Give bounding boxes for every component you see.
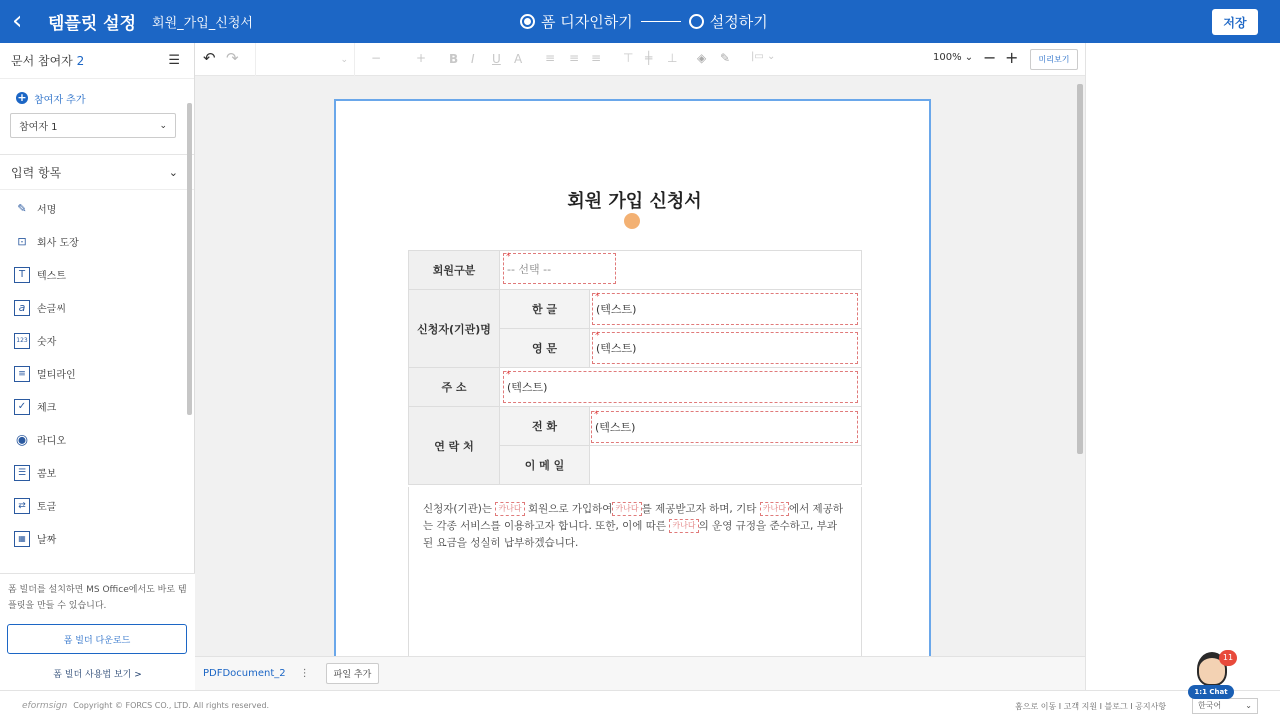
agreement-text[interactable] bbox=[408, 487, 862, 656]
tool-radio[interactable] bbox=[0, 423, 194, 456]
inline-text-field[interactable]: 카나다 bbox=[495, 502, 524, 516]
english-name-cell bbox=[590, 329, 862, 368]
korean-name-label: 한 글 bbox=[500, 290, 590, 329]
tool-text[interactable] bbox=[0, 258, 194, 291]
align-right-icon[interactable]: ≡ bbox=[591, 51, 602, 65]
tool-combo[interactable] bbox=[0, 456, 194, 489]
korean-name-cell bbox=[590, 290, 862, 329]
tool-handwriting[interactable] bbox=[0, 291, 194, 324]
phone-field[interactable] bbox=[591, 411, 858, 443]
chevron-down-icon: ⌄ bbox=[1245, 701, 1252, 710]
mouse-cursor-indicator bbox=[624, 213, 640, 229]
font-size-increase-icon[interactable]: + bbox=[416, 51, 427, 65]
tool-label: 라디오 bbox=[37, 436, 66, 447]
member-type-combo[interactable] bbox=[503, 253, 616, 284]
form-builder-download-button[interactable]: 폼 빌더 다운로드 bbox=[7, 624, 187, 654]
border-icon[interactable]: |▭ ⌄ bbox=[751, 51, 776, 62]
properties-panel bbox=[1085, 43, 1280, 690]
phone-cell bbox=[590, 407, 862, 446]
tool-multiline[interactable] bbox=[0, 357, 194, 390]
handwriting-icon: a bbox=[14, 300, 30, 316]
italic-icon[interactable]: I bbox=[471, 52, 475, 66]
tool-list bbox=[0, 190, 194, 555]
phone-label: 전 화 bbox=[500, 407, 590, 446]
bold-icon[interactable]: B bbox=[449, 52, 459, 66]
tool-label: 서명 bbox=[37, 205, 57, 216]
tool-company-stamp[interactable] bbox=[0, 225, 194, 258]
participants-header bbox=[0, 43, 194, 79]
zoom-value: 100% bbox=[933, 52, 962, 63]
tool-label: 회사 도장 bbox=[37, 238, 79, 249]
font-size-decrease-icon[interactable]: − bbox=[371, 51, 382, 65]
required-mark: * bbox=[595, 292, 600, 302]
tool-number[interactable] bbox=[0, 324, 194, 357]
save-button[interactable]: 저장 bbox=[1212, 9, 1258, 35]
app-header bbox=[0, 0, 1280, 43]
document-tabs bbox=[195, 656, 1085, 690]
fill-color-icon[interactable]: ◈ bbox=[697, 51, 707, 65]
valign-top-icon[interactable]: ⊤ bbox=[623, 51, 634, 65]
contact-label: 연 락 처 bbox=[409, 407, 500, 485]
address-label: 주 소 bbox=[409, 368, 500, 407]
app-title: 템플릿 설정 bbox=[48, 14, 137, 34]
underline-icon[interactable]: U bbox=[492, 52, 501, 66]
toggle-icon: ⇄ bbox=[14, 498, 30, 514]
chevron-left-icon[interactable]: ‹ bbox=[12, 6, 23, 36]
multiline-icon: ≡ bbox=[14, 366, 30, 382]
tool-checkbox[interactable] bbox=[0, 390, 194, 423]
calendar-icon: ▦ bbox=[14, 531, 30, 547]
eformsign-logo: eformsign bbox=[22, 700, 68, 711]
member-type-value: -- 선택 -- bbox=[507, 262, 552, 276]
email-cell[interactable] bbox=[590, 446, 862, 485]
input-items-header[interactable] bbox=[0, 154, 194, 190]
align-left-icon[interactable]: ≡ bbox=[545, 51, 556, 65]
body-text-part: 회원으로 가입하여 bbox=[527, 503, 613, 515]
tool-label: 콤보 bbox=[37, 469, 57, 480]
canvas-scrollbar[interactable] bbox=[1077, 84, 1083, 454]
preview-button[interactable]: 미리보기 bbox=[1030, 49, 1078, 70]
valign-bottom-icon[interactable]: ⊥ bbox=[667, 51, 678, 65]
chevron-down-icon: ⌄ bbox=[168, 165, 178, 179]
english-name-placeholder: (텍스트) bbox=[596, 342, 637, 355]
plus-circle-icon: + bbox=[17, 91, 27, 104]
promo-text: 폼 빌더를 설치하면 MS Office에서도 바로 템플릿을 만들 수 있습니다. bbox=[8, 585, 187, 611]
english-name-label: 영 문 bbox=[500, 329, 590, 368]
valign-middle-icon[interactable]: ╪ bbox=[645, 51, 653, 65]
left-sidebar bbox=[0, 43, 195, 690]
participant-select[interactable] bbox=[10, 113, 176, 138]
sidebar-scrollbar[interactable] bbox=[187, 103, 192, 415]
inline-text-field[interactable]: 카나다 bbox=[669, 519, 698, 533]
participants-label: 문서 참여자 bbox=[11, 54, 73, 68]
add-file-button[interactable]: 파일 추가 bbox=[326, 663, 380, 684]
radio-selected-icon[interactable] bbox=[520, 14, 535, 29]
chat-label: 1:1 Chat bbox=[1188, 685, 1234, 699]
footer bbox=[0, 690, 1280, 720]
korean-name-placeholder: (텍스트) bbox=[596, 303, 637, 316]
required-mark: * bbox=[506, 370, 511, 380]
zoom-select[interactable]: 100% ⌄ bbox=[933, 52, 974, 63]
zoom-in-icon[interactable]: + bbox=[1005, 48, 1019, 67]
chat-badge: 11 bbox=[1219, 650, 1237, 666]
body-text-part: 에서 제공하는 각종 서비스를 이용하고자 합니다. 또한, 이에 따른 bbox=[423, 503, 843, 532]
align-center-icon[interactable]: ≡ bbox=[569, 51, 580, 65]
participant-select-value: 참여자 1 bbox=[19, 122, 58, 133]
chat-widget[interactable] bbox=[1188, 650, 1236, 700]
add-participant-button[interactable] bbox=[0, 79, 194, 107]
tool-label: 숫자 bbox=[37, 337, 57, 348]
checkbox-icon: ✓ bbox=[14, 399, 30, 415]
edit-icon[interactable]: ✎ bbox=[720, 51, 731, 65]
address-field[interactable] bbox=[503, 371, 858, 403]
tool-label: 멀티라인 bbox=[37, 370, 76, 381]
text-icon: T bbox=[14, 267, 30, 283]
chevron-down-icon: ⌄ bbox=[159, 120, 167, 131]
radio-empty-icon[interactable] bbox=[689, 14, 704, 29]
tool-label: 손글씨 bbox=[37, 304, 66, 315]
form-builder-guide-link[interactable]: 폼 빌더 사용법 보기 > bbox=[53, 670, 142, 680]
english-name-field[interactable] bbox=[592, 332, 858, 364]
address-placeholder: (텍스트) bbox=[507, 381, 548, 394]
list-icon[interactable]: ☰ bbox=[168, 53, 180, 68]
add-participant-label: 참여자 추가 bbox=[34, 94, 86, 106]
document-tab[interactable]: PDFDocument_2 bbox=[203, 668, 286, 679]
applicant-label: 신청자(기관)명 bbox=[409, 290, 500, 368]
form-canvas bbox=[195, 76, 1085, 656]
inline-text-field[interactable]: 카나다 bbox=[760, 502, 789, 516]
step-indicator bbox=[520, 0, 768, 43]
required-mark: * bbox=[506, 252, 511, 262]
language-select[interactable] bbox=[1192, 698, 1258, 714]
form-builder-promo bbox=[0, 573, 195, 690]
body-text-part: 의 운영 규정을 준수하고, 부과된 요금을 성실히 납부하겠습니다. bbox=[423, 520, 837, 549]
address-cell bbox=[500, 368, 862, 407]
document-name: 회원_가입_신청서 bbox=[152, 16, 253, 31]
tool-label: 체크 bbox=[37, 403, 57, 414]
required-mark: * bbox=[594, 410, 599, 420]
tool-toggle[interactable] bbox=[0, 489, 194, 522]
step-form-design[interactable]: 폼 디자인하기 bbox=[541, 13, 633, 31]
language-value: 한국어 bbox=[1198, 701, 1222, 710]
input-items-label: 입력 항목 bbox=[11, 165, 62, 180]
form-title[interactable]: 회원 가입 신청서 bbox=[567, 191, 702, 212]
pen-icon: ✎ bbox=[17, 202, 27, 215]
tool-label: 날짜 bbox=[37, 535, 57, 546]
inline-text-field[interactable]: 카나다 bbox=[612, 502, 641, 516]
korean-name-field[interactable] bbox=[592, 293, 858, 325]
required-mark: * bbox=[595, 331, 600, 341]
member-type-cell bbox=[500, 251, 862, 290]
tool-date[interactable] bbox=[0, 522, 194, 555]
stamp-icon: ⊡ bbox=[17, 235, 27, 248]
font-select[interactable]: ⌄ bbox=[255, 43, 355, 76]
step-settings[interactable]: 설정하기 bbox=[709, 13, 768, 31]
body-text-part: 신청자(기관)는 bbox=[423, 503, 493, 515]
editor-toolbar bbox=[195, 43, 1085, 76]
radio-icon: ◉ bbox=[15, 431, 29, 448]
font-color-icon[interactable]: A bbox=[514, 52, 523, 66]
redo-icon[interactable]: ↷ bbox=[226, 49, 239, 67]
participants-count: 2 bbox=[76, 54, 85, 68]
body-text-part: 를 제공받고자 하며, 기타 bbox=[641, 503, 757, 515]
form-table bbox=[408, 250, 862, 485]
phone-placeholder: (텍스트) bbox=[595, 421, 636, 434]
step-divider bbox=[641, 21, 681, 22]
more-options-icon[interactable]: ⋮ bbox=[299, 668, 310, 679]
tool-label: 토글 bbox=[37, 502, 57, 513]
footer-links[interactable]: 홈으로 이동 I 고객 지원 I 블로그 I 공지사항 bbox=[1015, 702, 1167, 711]
copyright-text: Copyright © FORCS CO., LTD. All rights reserved. bbox=[73, 701, 270, 710]
email-label: 이 메 일 bbox=[500, 446, 590, 485]
undo-icon[interactable]: ↶ bbox=[203, 49, 216, 67]
tool-signature[interactable] bbox=[0, 192, 194, 225]
document-page[interactable] bbox=[334, 99, 931, 656]
tool-label: 텍스트 bbox=[37, 271, 66, 282]
number-icon: 123 bbox=[14, 333, 30, 349]
member-type-label: 회원구분 bbox=[409, 251, 500, 290]
combo-icon: ☰ bbox=[14, 465, 30, 481]
zoom-out-icon[interactable]: − bbox=[983, 48, 997, 67]
